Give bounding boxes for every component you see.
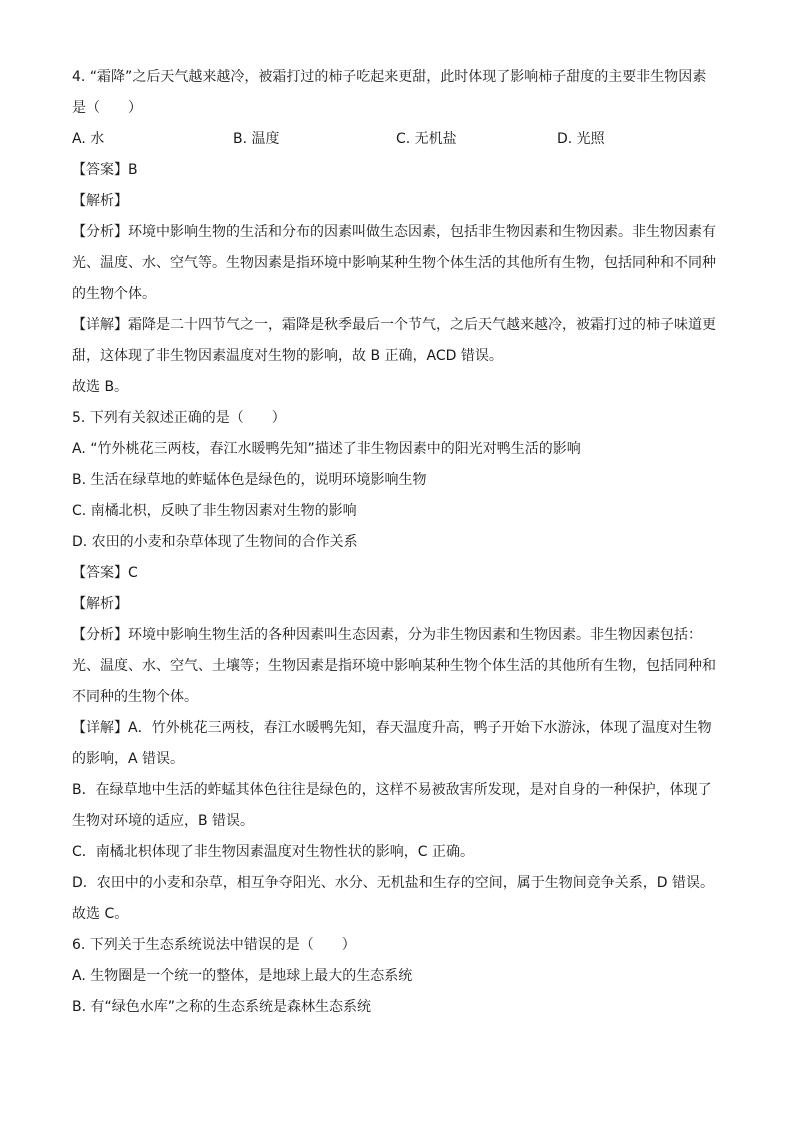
- q4-answer-tag: 【答案】: [72, 162, 128, 178]
- q5-option-d: D. 农田的小麦和杂草体现了生物间的合作关系: [72, 534, 358, 550]
- q5-option-a: A. “竹外桃花三两枝，春江水暖鸭先知”描述了非生物因素中的阳光对鸭生活的影响: [72, 441, 581, 457]
- q6-stem: 6. 下列关于生态系统说法中错误的是（ ）: [72, 937, 356, 953]
- q5-answer-value: C: [128, 565, 138, 581]
- q5-xiangjie-tag: 【详解】: [72, 720, 128, 736]
- q4-option-d: D. 光照: [557, 131, 605, 147]
- q5-xiangjie-b2: 生物对环境的适应，B 错误。: [72, 813, 255, 829]
- q5-stem: 5. 下列有关叙述正确的是（ ）: [72, 410, 286, 426]
- q5-xiangjie-d: D．农田中的小麦和杂草，相互争夺阳光、水分、无机盐和生存的空间，属于生物间竞争关系，D 错误。: [72, 875, 715, 891]
- q4-answer: [72, 155, 732, 186]
- q5-answer-tag: 【答案】: [72, 565, 128, 581]
- q5-fenxi-line3: 不同种的生物个体。: [72, 689, 198, 705]
- q5-xiangjie-a1-text: A．竹外桃花三两枝，春江水暖鸭先知，春天温度升高，鸭子开始下水游泳，体现了温度对生物: [128, 720, 712, 736]
- q4-analysis-tag: 【解析】: [72, 193, 128, 209]
- q5-xiangjie-c: C．南橘北枳体现了非生物因素温度对生物性状的影响，C 正确。: [72, 844, 474, 860]
- q4-fenxi-tag: 【分析】: [72, 224, 128, 240]
- q5-option-b: B. 生活在绿草地的蚱蜢体色是绿色的，说明环境影响生物: [72, 472, 427, 488]
- q4-answer-value: B: [128, 162, 138, 178]
- q4-xiangjie-text1: 霜降是二十四节气之一，霜降是秋季最后一个节气，之后天气越来越冷，被霜打过的柿子味道更: [128, 317, 716, 333]
- q4-option-a: A. 水: [72, 131, 105, 147]
- q5-conclusion: 故选 C。: [72, 906, 129, 922]
- document-page: [72, 62, 732, 1023]
- q4-xiangjie-line1: [72, 310, 732, 341]
- q4-conclusion: 故选 B。: [72, 379, 129, 395]
- q5-fenxi-tag: 【分析】: [72, 627, 128, 643]
- q5-fenxi-text1: 环境中影响生物生活的各种因素叫生态因素，分为非生物因素和生物因素。非生物因素包括：: [128, 627, 702, 643]
- q5-xiangjie-a2: 的影响，A 错误。: [72, 751, 185, 767]
- q4-options: [72, 124, 732, 155]
- q5-xiangjie-a1: [72, 713, 732, 744]
- q4-stem-line2: 是（ ）: [72, 100, 142, 116]
- q6-option-b: B. 有“绿色水库”之称的生态系统是森林生态系统: [72, 999, 372, 1015]
- q5-xiangjie-b1: B．在绿草地中生活的蚱蜢其体色往往是绿色的，这样不易被敌害所发现，是对自身的一种保护，体现了: [72, 782, 712, 798]
- q4-fenxi-line3: 的生物个体。: [72, 286, 156, 302]
- q4-stem-line1: 4. “霜降”之后天气越来越冷，被霜打过的柿子吃起来更甜，此时体现了影响柿子甜度的主要非生物因素: [72, 69, 707, 85]
- q4-xiangjie-tag: 【详解】: [72, 317, 128, 333]
- q4-option-c: C. 无机盐: [396, 131, 457, 147]
- q5-analysis-tag: 【解析】: [72, 596, 128, 612]
- q4-option-b: B. 温度: [233, 131, 280, 147]
- q4-fenxi-line1: [72, 217, 732, 248]
- q4-fenxi-text1: 环境中影响生物的生活和分布的因素叫做生态因素，包括非生物因素和生物因素。非生物因素有: [128, 224, 716, 240]
- q4-xiangjie-line2: 甜，这体现了非生物因素温度对生物的影响，故 B 正确，ACD 错误。: [72, 348, 503, 364]
- q6-option-a: A. 生物圈是一个统一的整体，是地球上最大的生态系统: [72, 968, 413, 984]
- q5-fenxi-line2: 光、温度、水、空气、土壤等；生物因素是指环境中影响某种生物个体生活的其他所有生物，包括同种和: [72, 658, 716, 674]
- q5-option-c: C. 南橘北枳，反映了非生物因素对生物的影响: [72, 503, 357, 519]
- q5-fenxi-line1: [72, 620, 732, 651]
- q5-answer: [72, 558, 732, 589]
- q4-fenxi-line2: 光、温度、水、空气等。生物因素是指环境中影响某种生物个体生活的其他所有生物，包括同种和不同种: [72, 255, 716, 271]
